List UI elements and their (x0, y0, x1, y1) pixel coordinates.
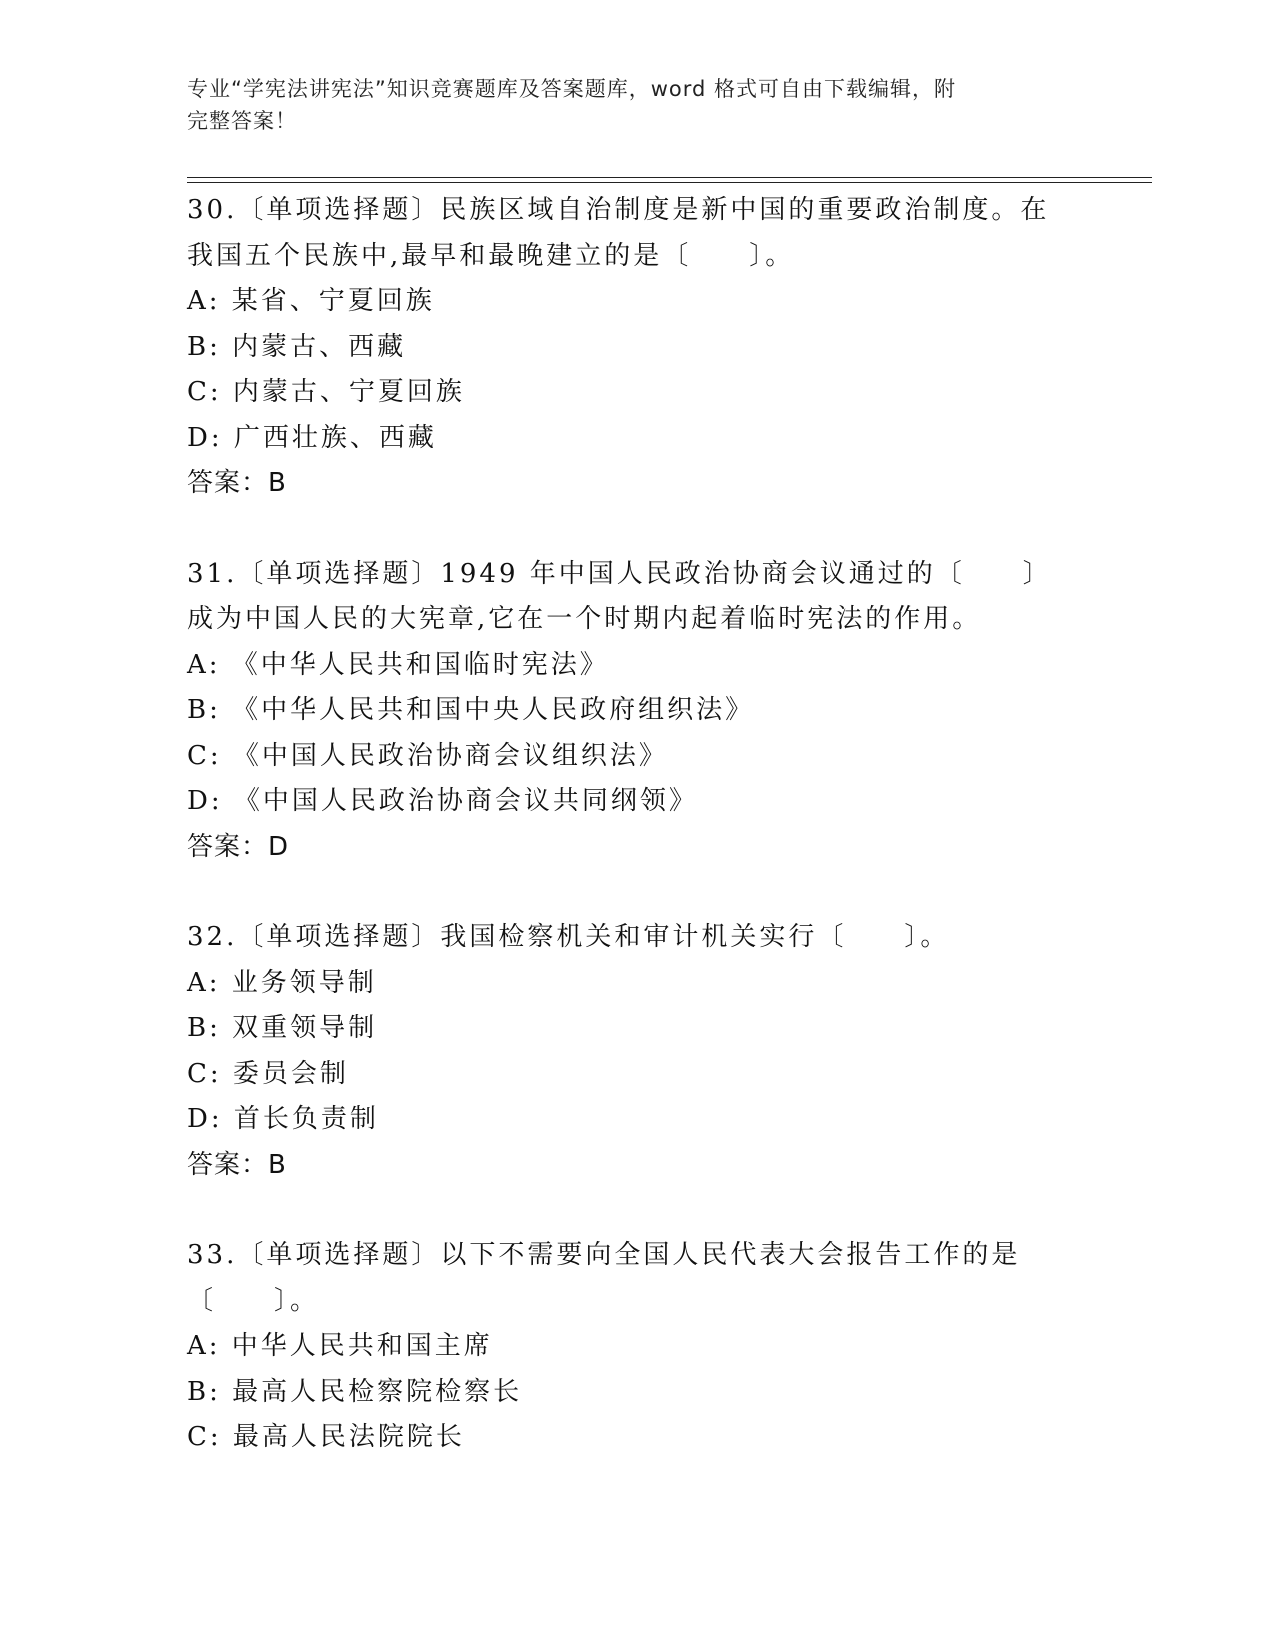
header-divider-top (187, 177, 1152, 178)
header-divider-bottom (187, 182, 1152, 183)
question-option: B: 双重领导制 (187, 1013, 378, 1043)
question-block (187, 188, 1087, 507)
question-option: A: 业务领导制 (187, 967, 377, 998)
question-block (187, 915, 1087, 1188)
question-option: C: 《中国人民政治协商会议组织法》 (187, 740, 668, 771)
question-option: B: 《中华人民共和国中央人民政府组织法》 (187, 695, 755, 725)
question-stem: 31.〔单项选择题〕1949 年中国人民政治协商会议通过的〔 〕成为中国人民的大宪章,它在一个时期内起着临时宪法的作用。 (187, 558, 1052, 634)
question-answer: 答案：D (187, 831, 290, 862)
question-option: B: 最高人民检察院检察长 (187, 1376, 523, 1407)
question-answer: 答案：B (187, 468, 287, 498)
question-option: A: 某省、宁夏回族 (187, 286, 435, 316)
header-line-2: 完整答案！ (187, 109, 297, 133)
question-option: A: 《中华人民共和国临时宪法》 (187, 649, 609, 680)
question-option: D: 广西壮族、西藏 (187, 422, 437, 453)
question-option: D: 首长负责制 (187, 1104, 379, 1134)
question-option: C: 委员会制 (187, 1058, 349, 1089)
question-stem: 30.〔单项选择题〕民族区域自治制度是新中国的重要政治制度。在我国五个民族中,最早和最晚建立的是〔 〕。 (187, 195, 1050, 271)
question-block (187, 1233, 1087, 1461)
question-answer: 答案：B (187, 1149, 287, 1180)
question-option: C: 最高人民法院院长 (187, 1422, 465, 1452)
question-list (187, 188, 1087, 1506)
question-option: D: 《中国人民政治协商会议共同纲领》 (187, 786, 698, 816)
question-block (187, 552, 1087, 871)
question-option: B: 内蒙古、西藏 (187, 331, 407, 362)
question-stem: 33.〔单项选择题〕以下不需要向全国人民代表大会报告工作的是〔 〕。 (187, 1240, 1021, 1316)
question-option: C: 内蒙古、宁夏回族 (187, 377, 465, 407)
document-header (187, 73, 1067, 137)
header-line-1: 专业“学宪法讲宪法”知识竞赛题库及答案题库，word 格式可自由下载编辑，附 (187, 77, 957, 101)
question-option: A: 中华人民共和国主席 (187, 1331, 493, 1361)
question-stem: 32.〔单项选择题〕我国检察机关和审计机关实行〔 〕。 (187, 922, 950, 952)
